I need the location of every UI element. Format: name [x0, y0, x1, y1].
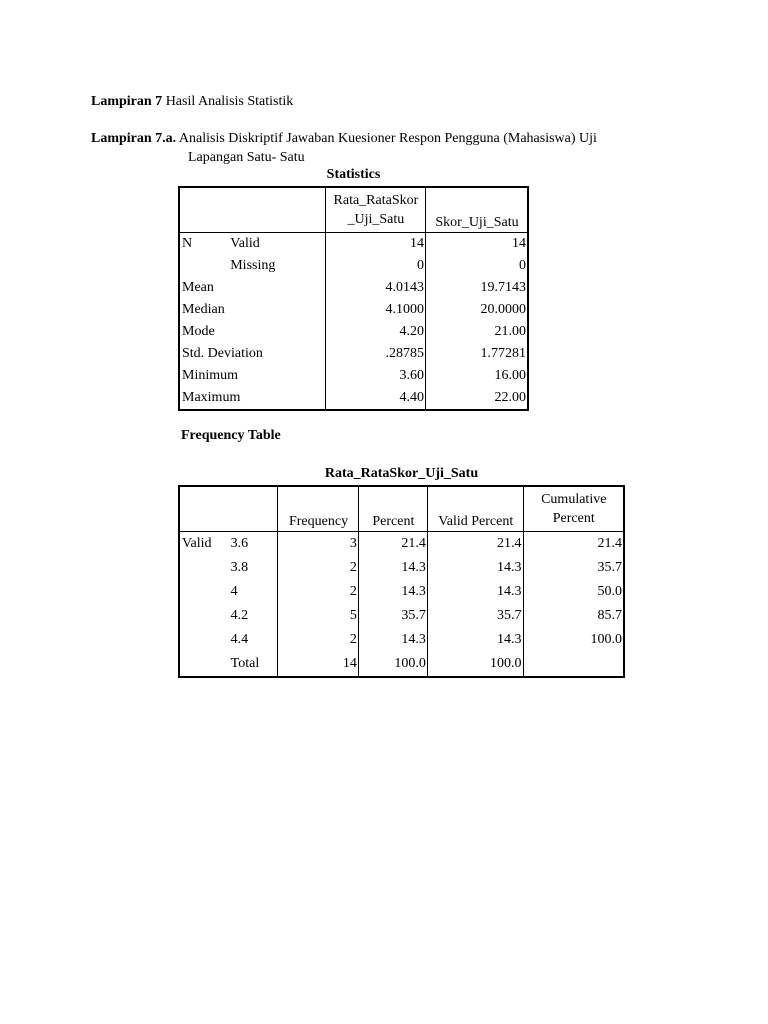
frequency-col-cumulative-line1: Cumulative [541, 492, 607, 507]
frequency-valid-label: Valid [179, 532, 229, 557]
statistics-value: 3.60 [325, 365, 425, 387]
statistics-value: 1.77281 [426, 343, 529, 365]
statistics-value: 20.0000 [426, 299, 529, 321]
frequency-percent: 100.0 [358, 652, 427, 677]
statistics-header-row [179, 187, 528, 233]
frequency-percent: 35.7 [358, 604, 427, 628]
statistics-sublabel: Missing [228, 255, 325, 277]
statistics-value: .28785 [325, 343, 425, 365]
frequency-col-cumulative [523, 486, 624, 532]
statistics-label: Minimum [179, 365, 325, 387]
statistics-value: 0 [426, 255, 529, 277]
statistics-row [179, 321, 528, 343]
statistics-value: 16.00 [426, 365, 529, 387]
lampiran-7a-label: Lampiran 7.a. [91, 131, 177, 146]
frequency-count: 2 [278, 556, 359, 580]
frequency-valid-blank [179, 556, 229, 580]
frequency-col-frequency: Frequency [278, 486, 359, 532]
statistics-row [179, 255, 528, 277]
statistics-col-rata-rata [325, 187, 425, 233]
frequency-cumulative [523, 652, 624, 677]
frequency-row [179, 604, 624, 628]
statistics-value: 4.40 [325, 387, 425, 410]
statistics-label: Mean [179, 277, 325, 299]
statistics-n-label: N [179, 233, 228, 256]
frequency-count: 2 [278, 580, 359, 604]
frequency-valid-percent: 14.3 [427, 628, 523, 652]
frequency-header-blank [229, 486, 278, 532]
lampiran-7-text: Hasil Analisis Statistik [165, 94, 294, 109]
statistics-col-rata-rata-line1: Rata_RataSkor [333, 193, 419, 208]
frequency-cumulative: 100.0 [523, 628, 624, 652]
statistics-value: 0 [325, 255, 425, 277]
statistics-col-rata-rata-line2: _Uji_Satu [347, 212, 405, 227]
lampiran-7a-line2: Lapangan Satu- Satu [188, 150, 305, 165]
lampiran-7a-heading [91, 129, 597, 167]
statistics-row [179, 365, 528, 387]
frequency-cumulative: 85.7 [523, 604, 624, 628]
frequency-value: 4 [229, 580, 278, 604]
frequency-value: 4.2 [229, 604, 278, 628]
frequency-valid-percent: 14.3 [427, 556, 523, 580]
statistics-value: 4.0143 [325, 277, 425, 299]
frequency-value: Total [229, 652, 278, 677]
statistics-label [179, 255, 228, 277]
frequency-valid-percent: 21.4 [427, 532, 523, 557]
statistics-title: Statistics [326, 167, 381, 182]
frequency-header-row [179, 486, 624, 532]
statistics-row [179, 277, 528, 299]
frequency-valid-blank [179, 580, 229, 604]
statistics-label: Std. Deviation [179, 343, 325, 365]
frequency-row [179, 652, 624, 677]
statistics-row [179, 387, 528, 410]
statistics-row [179, 233, 528, 256]
frequency-col-cumulative-line2: Percent [552, 511, 595, 526]
statistics-label: Maximum [179, 387, 325, 410]
statistics-row [179, 343, 528, 365]
frequency-row [179, 580, 624, 604]
frequency-table-heading: Frequency Table [181, 428, 281, 443]
statistics-sublabel: Valid [228, 233, 325, 256]
frequency-row [179, 628, 624, 652]
frequency-cumulative: 35.7 [523, 556, 624, 580]
statistics-value: 4.1000 [325, 299, 425, 321]
frequency-cumulative: 21.4 [523, 532, 624, 557]
lampiran-7-label: Lampiran 7 [91, 94, 163, 109]
lampiran-7-heading [91, 93, 293, 111]
statistics-row [179, 299, 528, 321]
statistics-value: 14 [325, 233, 425, 256]
frequency-percent: 14.3 [358, 580, 427, 604]
statistics-col-skor: Skor_Uji_Satu [426, 187, 529, 233]
statistics-value: 14 [426, 233, 529, 256]
frequency-percent: 14.3 [358, 628, 427, 652]
frequency-table [178, 485, 625, 678]
statistics-table [178, 186, 529, 411]
statistics-value: 19.7143 [426, 277, 529, 299]
statistics-value: 21.00 [426, 321, 529, 343]
frequency-value: 3.8 [229, 556, 278, 580]
statistics-label: Median [179, 299, 325, 321]
frequency-valid-percent: 100.0 [427, 652, 523, 677]
frequency-col-percent: Percent [358, 486, 427, 532]
frequency-cumulative: 50.0 [523, 580, 624, 604]
frequency-title: Rata_RataSkor_Uji_Satu [324, 466, 479, 481]
frequency-valid-percent: 14.3 [427, 580, 523, 604]
frequency-header-blank [179, 486, 229, 532]
frequency-percent: 14.3 [358, 556, 427, 580]
frequency-valid-percent: 35.7 [427, 604, 523, 628]
frequency-count: 3 [278, 532, 359, 557]
frequency-percent: 21.4 [358, 532, 427, 557]
statistics-header-blank [179, 187, 228, 233]
frequency-count: 14 [278, 652, 359, 677]
statistics-header-blank [228, 187, 325, 233]
statistics-value: 4.20 [325, 321, 425, 343]
frequency-col-valid-percent: Valid Percent [427, 486, 523, 532]
statistics-label: Mode [179, 321, 325, 343]
frequency-count: 5 [278, 604, 359, 628]
frequency-row [179, 556, 624, 580]
frequency-valid-blank [179, 628, 229, 652]
frequency-count: 2 [278, 628, 359, 652]
frequency-row [179, 532, 624, 557]
frequency-valid-blank [179, 604, 229, 628]
frequency-value: 3.6 [229, 532, 278, 557]
frequency-value: 4.4 [229, 628, 278, 652]
lampiran-7a-line1: Analisis Diskriptif Jawaban Kuesioner Respon Pengguna (Mahasiswa) Uji [178, 131, 597, 146]
statistics-value: 22.00 [426, 387, 529, 410]
frequency-valid-blank [179, 652, 229, 677]
